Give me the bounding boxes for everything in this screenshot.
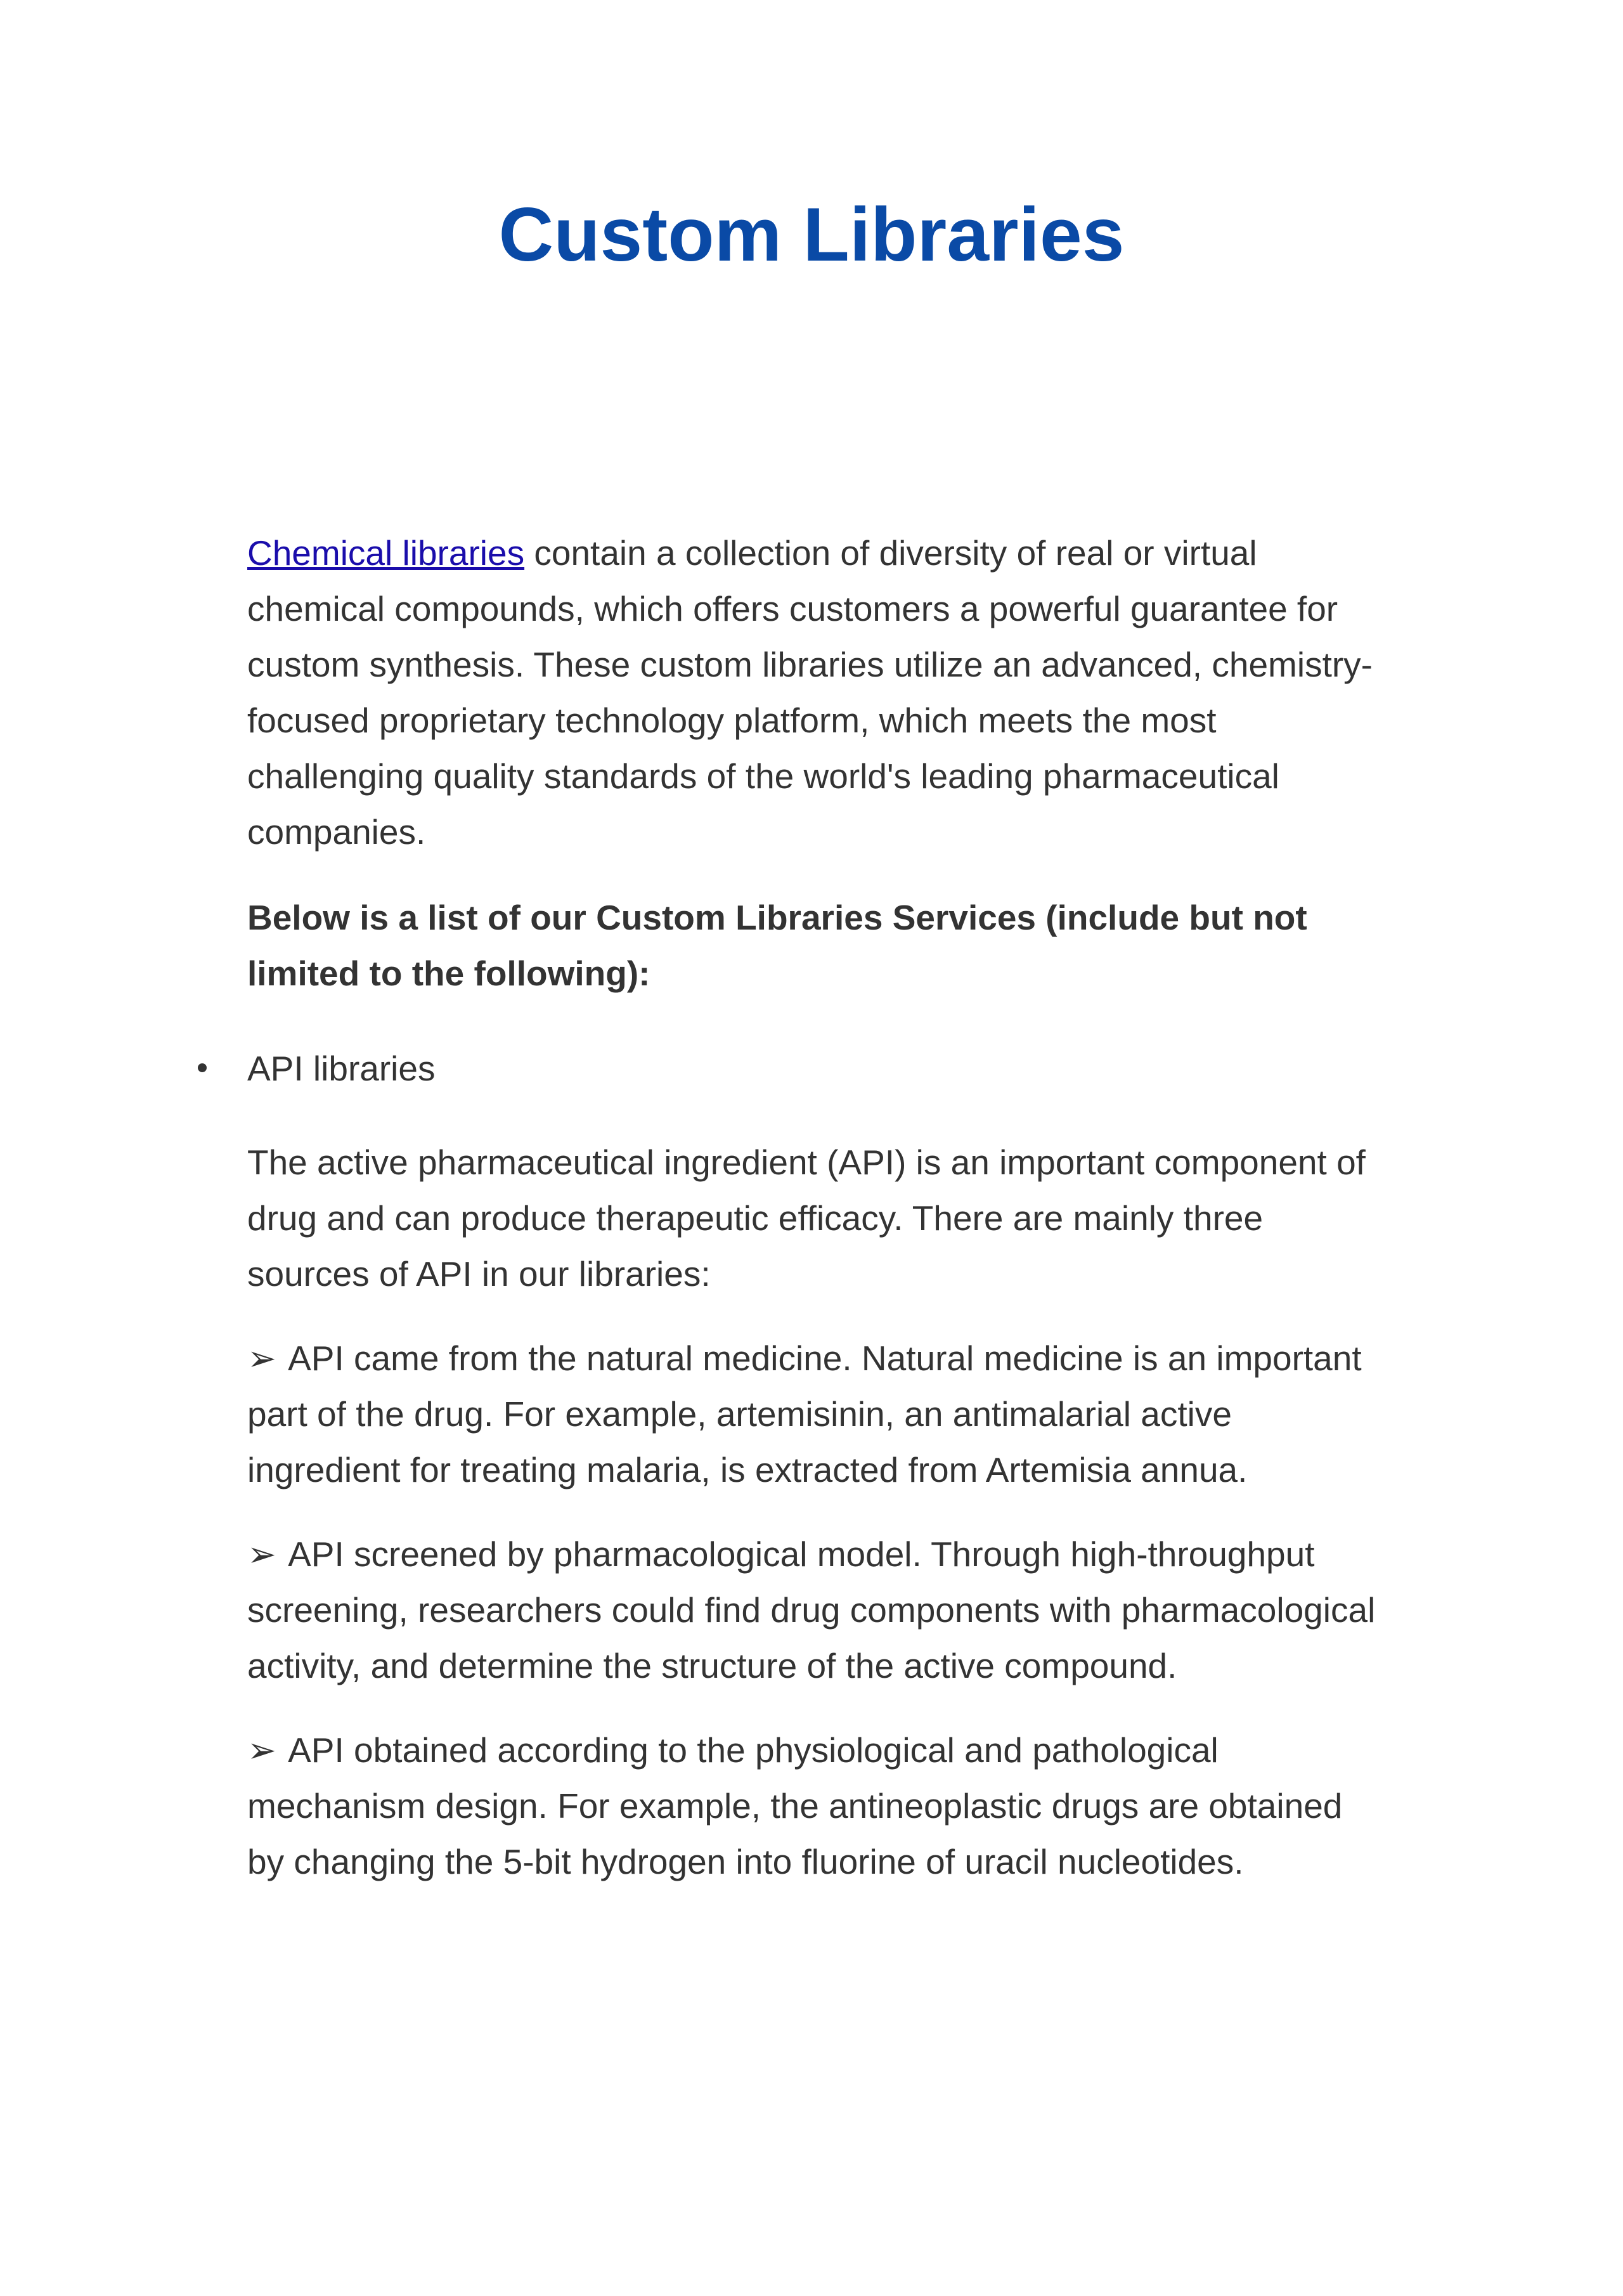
list-item-api-libraries [247,1041,1388,1096]
document-content [247,525,1388,1890]
source-text-2: API screened by pharmacological model. Through high-throughput screening, researchers could find drug components with pharmacological activity, and determine the structure of the active compound. [247,1534,1376,1685]
source-text-1: API came from the natural medicine. Natural medicine is an important part of the drug. For example, artemisinin, an antimalarial active ingredient for treating malaria, is extracted from Artemisia annua. [247,1339,1362,1489]
intro-text: contain a collection of diversity of real or virtual chemical compounds, which offers customers a powerful guarantee for custom synthesis. These custom libraries utilize an advanced, chemistry-focused proprietary technology platform, which meets the most challenging quality standards of the world's leading pharmaceutical companies. [247,533,1373,852]
source-item-2 [247,1526,1388,1694]
bullet-label: API libraries [247,1049,436,1088]
source-item-1 [247,1330,1388,1498]
source-item-3 [247,1722,1388,1890]
services-heading: Below is a list of our Custom Libraries Services (include but not limited to the following): [247,898,1307,993]
api-description: The active pharmaceutical ingredient (API) is an important component of drug and can produce therapeutic efficacy. There are mainly three sources of API in our libraries: [247,1143,1366,1294]
page-title: Custom Libraries [498,192,1125,277]
chemical-libraries-link[interactable]: Chemical libraries [247,533,525,573]
bullet-icon [198,1063,207,1072]
source-text-3: API obtained according to the physiological and pathological mechanism design. For example, the antineoplastic drugs are obtained by changing the 5-bit hydrogen into fluorine of uracil nucleotides. [247,1730,1343,1881]
arrow-icon: ➢ [247,1339,277,1378]
intro-paragraph [247,525,1388,860]
arrow-icon: ➢ [247,1730,277,1770]
arrow-icon: ➢ [247,1534,277,1574]
